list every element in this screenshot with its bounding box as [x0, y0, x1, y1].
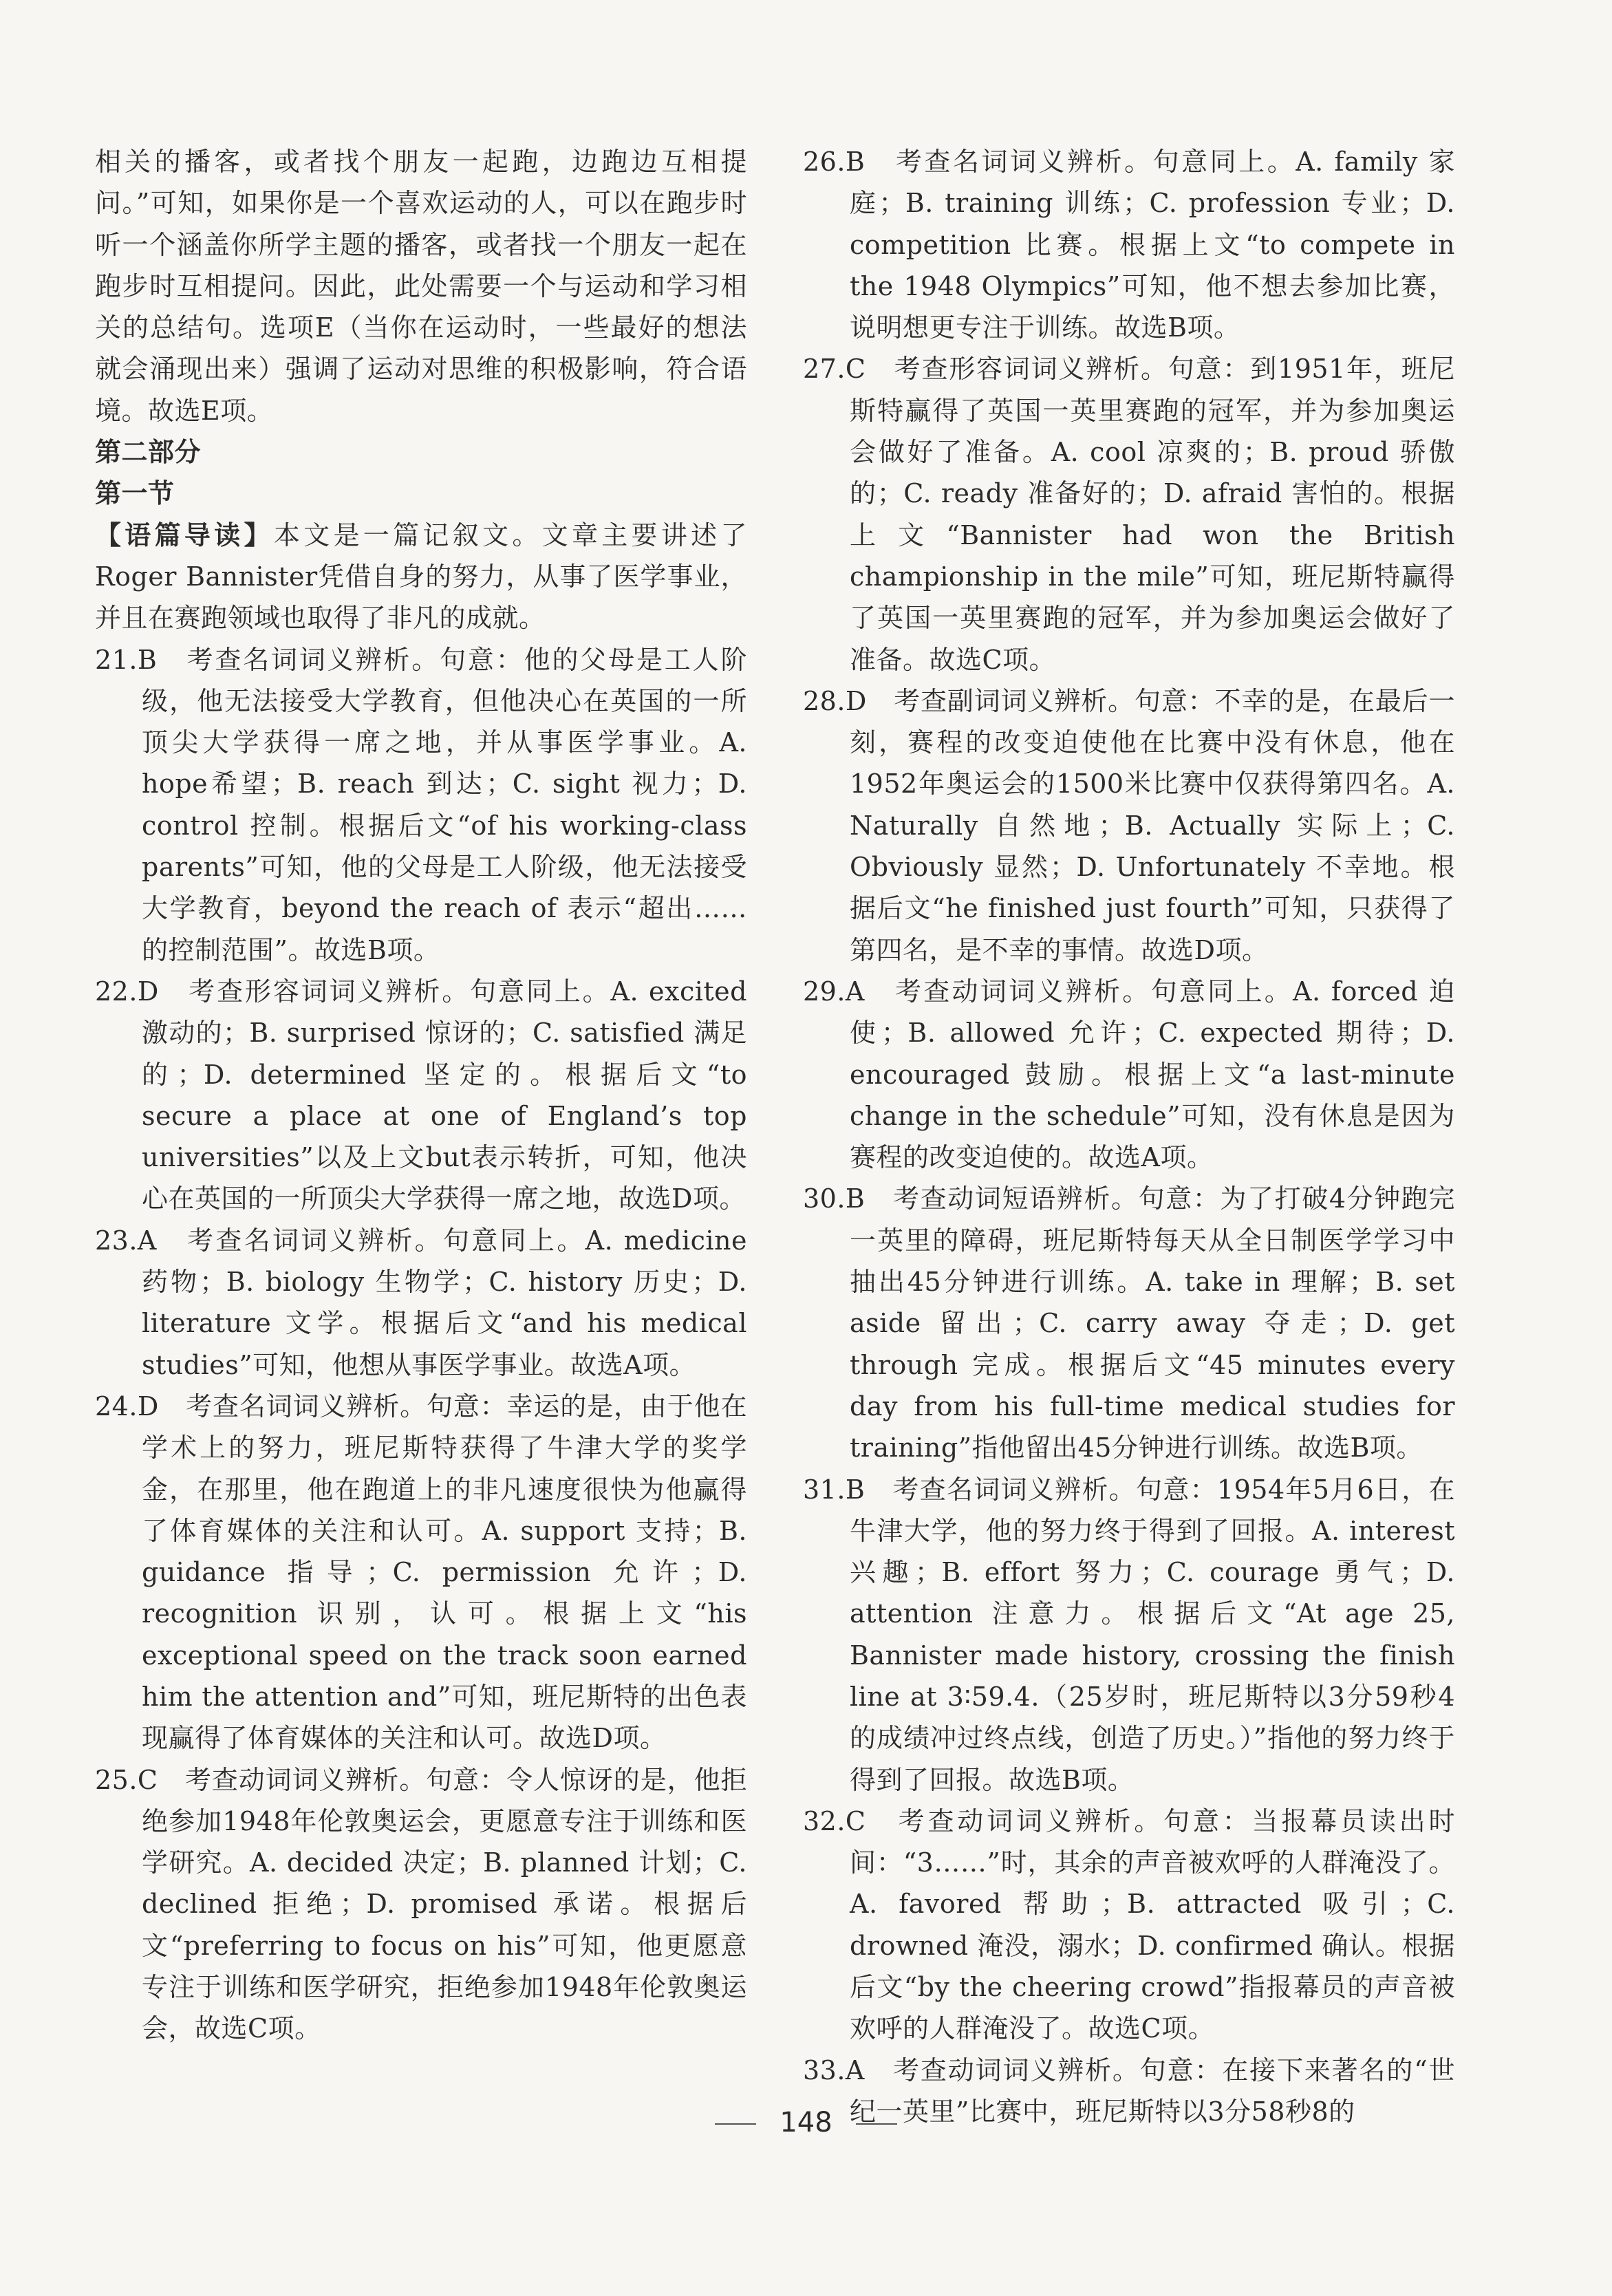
answer-item-27: 27.C 考查形容词词义辨析。句意：到1951年，班尼斯特赢得了英国一英里赛跑的冠军，并为参加奥运会做好了准备。A. cool 凉爽的；B. proud 骄傲的；C. ready 准备好的；D. afraid 害怕的。根据上文“Bannister had won the British championship in the mile”可知，班尼斯特赢得了英国一英里赛跑的冠军，并为参加奥运会做好了准备。故选C项。: [803, 354, 1455, 675]
reading-guide-text: 本文是一篇记叙文。文章主要讲述了Roger Bannister凭借自身的努力，从事了医学事业，并且在赛跑领域也取得了非凡的成就。: [95, 519, 747, 634]
page-number: 148: [780, 2107, 832, 2138]
right-column: [803, 141, 1455, 2132]
answer-item-30: 30.B 考查动词短语辨析。句意：为了打破4分钟跑完一英里的障碍，班尼斯特每天从全日制医学学习中抽出45分钟进行训练。A. take in 理解；B. set aside 留出；C. carry away 夺走；D. get through 完成。根据后文“45 minutes every day from his full-time medical studies for training”指他留出45分钟进行训练。故选B项。: [803, 1183, 1455, 1463]
intro-continuation: 相关的播客，或者找个朋友一起跑，边跑边互相提问。”可知，如果你是一个喜欢运动的人，可以在跑步时听一个涵盖你所学主题的播客，或者找一个朋友一起在跑步时互相提问。因此，此处需要一个与运动和学习相关的总结句。选项E（当你在运动时，一些最好的想法就会涌现出来）强调了运动对思维的积极影响，符合语境。故选E项。: [95, 147, 747, 426]
section-heading: 第一节: [95, 478, 175, 509]
left-column: [95, 141, 747, 2050]
answer-item-25: 25.C 考查动词词义辨析。句意：令人惊讶的是，他拒绝参加1948年伦敦奥运会，更愿意专注于训练和医学研究。A. decided 决定；B. planned 计划；C. declined 拒绝；D. promised 承诺。根据后文“preferring to focus on his”可知，他更愿意专注于训练和医学研究，拒绝参加1948年伦敦奥运会，故选C项。: [95, 1764, 747, 2044]
answer-item-24: 24.D 考查名词词义辨析。句意：幸运的是，由于他在学术上的努力，班尼斯特获得了牛津大学的奖学金，在那里，他在跑道上的非凡速度很快为他赢得了体育媒体的关注和认可。A. support 支持；B. guidance 指导；C. permission 允许；D. recognition 识别，认可。根据上文“his exceptional speed on the track soon earned him the attention and”可知，班尼斯特的出色表现赢得了体育媒体的关注和认可。故选D项。: [95, 1391, 747, 1754]
answer-item-21: 21.B 考查名词词义辨析。句意：他的父母是工人阶级，他无法接受大学教育，但他决心在英国的一所顶尖大学获得一席之地，并从事医学事业。A. hope希望；B. reach 到达；C. sight 视力；D. control 控制。根据后文“of his working-class parents”可知，他的父母是工人阶级，他无法接受大学教育，beyond the reach of 表示“超出……的控制范围”。故选B项。: [95, 644, 747, 965]
answer-item-22: 22.D 考查形容词词义辨析。句意同上。A. excited 激动的；B. surprised 惊讶的；C. satisfied 满足的；D. determined 坚定的。根据后文“to secure a place at one of England’s top universities”以及上文but表示转折，可知，他决心在英国的一所顶尖大学获得一席之地，故选D项。: [95, 976, 747, 1214]
answer-item-29: 29.A 考查动词词义辨析。句意同上。A. forced 迫使；B. allowed 允许；C. expected 期待；D. encouraged 鼓励。根据上文“a last-minute change in the schedule”可知，没有休息是因为赛程的改变迫使的。故选A项。: [803, 976, 1455, 1173]
answer-item-28: 28.D 考查副词词义辨析。句意：不幸的是，在最后一刻，赛程的改变迫使他在比赛中没有休息，他在1952年奥运会的1500米比赛中仅获得第四名。A. Naturally 自然地；B. Actually 实际上；C. Obviously 显然；D. Unfortunately 不幸地。根据后文“he finished just fourth”可知，只获得了第四名，是不幸的事情。故选D项。: [803, 685, 1455, 965]
answer-item-23: 23.A 考查名词词义辨析。句意同上。A. medicine 药物；B. biology 生物学；C. history 历史；D. literature 文学。根据后文“and his medical studies”可知，他想从事医学事业。故选A项。: [95, 1225, 747, 1380]
answer-item-26: 26.B 考查名词词义辨析。句意同上。A. family 家庭；B. training 训练；C. profession 专业；D. competition 比赛。根据上文“to compete in the 1948 Olympics”可知，他不想去参加比赛，说明想更专注于训练。故选B项。: [803, 147, 1455, 343]
answer-item-31: 31.B 考查名词词义辨析。句意：1954年5月6日，在牛津大学，他的努力终于得到了回报。A. interest 兴趣；B. effort 努力；C. courage 勇气；D. attention 注意力。根据后文“At age 25, Bannister made history, crossing the finish line at 3∶59.4.（25岁时，班尼斯特以3分59秒4的成绩冲过终点线，创造了历史。）”指他的努力终于得到了回报。故选B项。: [803, 1474, 1455, 1795]
reading-guide: [95, 515, 747, 639]
reading-guide-label: 【语篇导读】: [95, 519, 274, 550]
footer-dash-left: [715, 2123, 756, 2125]
page-footer: [0, 2107, 1612, 2138]
answer-item-32: 32.C 考查动词词义辨析。句意：当报幕员读出时间：“3……”时，其余的声音被欢呼的人群淹没了。A. favored 帮助；B. attracted 吸引；C. drowned 淹没，溺水；D. confirmed 确认。根据后文“by the cheering crowd”指报幕员的声音被欢呼的人群淹没了。故选C项。: [803, 1805, 1455, 2044]
answer-item-33: 33.A 考查动词词义辨析。句意：在接下来著名的“世纪一英里”比赛中，班尼斯特以3分58秒8的: [803, 2054, 1455, 2127]
footer-dash-right: [856, 2123, 897, 2125]
part-heading: 第二部分: [95, 437, 202, 468]
